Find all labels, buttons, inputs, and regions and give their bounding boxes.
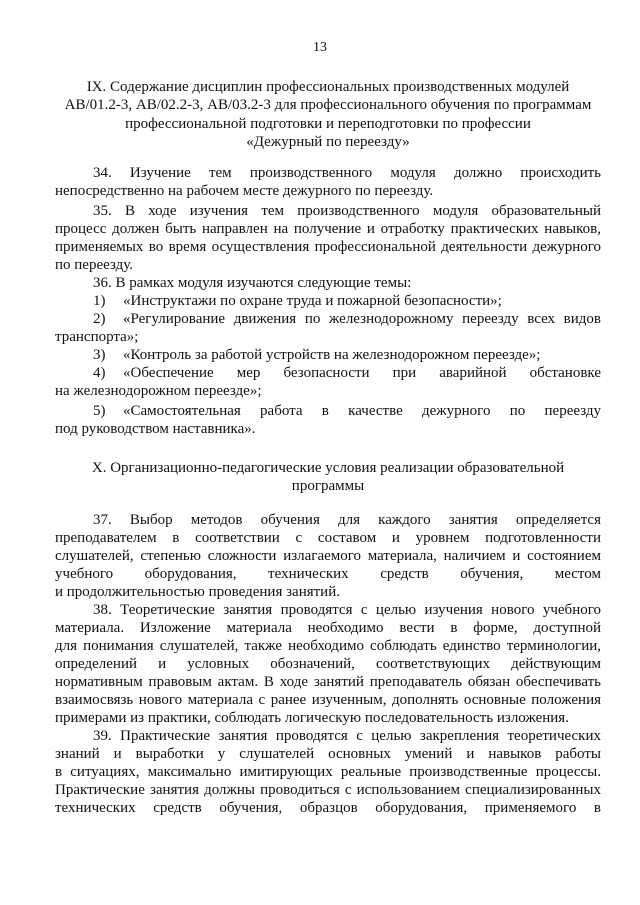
topic-number: 5) [93, 403, 106, 419]
topic-text: «Самостоятельная работа в качестве дежурного по переезду [123, 403, 601, 419]
topic-item-5 [93, 402, 601, 420]
paragraph-37-line: 37. Выбор методов обучения для каждого занятия определяется [93, 512, 601, 528]
heading-line: «Дежурный по переезду» [246, 134, 410, 151]
paragraph-38-line: для понимания слушателей, также необходимо соблюдать единство терминологии, [55, 638, 601, 654]
topic-item-2 [93, 310, 601, 328]
paragraph-39-line: в ситуациях, максимально имитирующих реальные производственные процессы. [55, 764, 601, 780]
heading-line: X. Организационно-педагогические условия реализации образовательной [91, 460, 565, 476]
paragraph-39-line: технических средств обучения, образцов оборудования, применяемого в [55, 800, 601, 816]
topic-number: 3) [93, 347, 106, 363]
topic-text: «Инструктажи по охране труда и пожарной безопасности»; [123, 293, 502, 309]
heading-line: IX. Содержание дисциплин профессиональных производственных модулей [86, 79, 570, 95]
paragraph-34-line: непосредственно на рабочем месте дежурного по переезду. [55, 183, 434, 199]
section-9-heading [52, 78, 604, 152]
topic-item-4 [93, 364, 601, 382]
paragraph-35-line: 35. В ходе изучения тем производственного модуля образовательный [93, 203, 601, 219]
heading-line: АВ/01.2-3, АВ/02.2-3, АВ/03.2-3 для профессионального обучения по программам [64, 97, 592, 114]
section-10-heading [52, 459, 604, 496]
paragraph-37-line: слушателей, степенью сложности излагаемого материала, наличием и состоянием [55, 548, 601, 564]
topic-number: 1) [93, 293, 106, 309]
paragraph-38-line: материала. Изложение материала необходимо вести в форме, доступной [55, 620, 601, 636]
paragraph-38-line: 38. Теоретические занятия проводятся с целью изучения нового учебного [93, 602, 601, 618]
paragraph-38-line: примерами из практики, соблюдать логическую последовательность изложения. [55, 710, 569, 726]
topic-item-1 [93, 292, 601, 310]
heading-line: программы [291, 478, 365, 495]
paragraph-37-line: преподавателем в соответствии с составом и уровнем подготовленности [55, 530, 601, 546]
paragraph-38-line: нормативным правовым актам. В ходе занятий преподаватель обязан обеспечивать [55, 674, 601, 690]
paragraph-36-line: 36. В рамках модуля изучаются следующие темы: [93, 275, 412, 291]
paragraph-39-line: Практические занятия должны проводиться с использованием специализированных [55, 782, 601, 798]
topic-continuation: на железнодорожном переезде»; [55, 383, 262, 399]
paragraph-35-line: процесс должен быть направлен на получение и отработку практических навыков, [55, 221, 601, 237]
topic-continuation: под руководством наставника». [55, 421, 256, 437]
topic-number: 2) [93, 311, 106, 327]
page-number: 13 [313, 40, 327, 55]
paragraph-37-line: и продолжительностью проведения занятий. [55, 584, 340, 600]
paragraph-37-line: учебного оборудования, технических средств обучения, местом [55, 566, 601, 582]
topic-text: «Регулирование движения по железнодорожному переезду всех видов [123, 311, 601, 327]
paragraph-34-line: 34. Изучение тем производственного модуля должно происходить [93, 165, 601, 181]
paragraph-38-line: определений и условных обозначений, соответствующих действующим [55, 656, 601, 672]
paragraph-39-line: знаний и выработки у слушателей основных умений и навыков работы [55, 746, 601, 762]
topic-continuation: транспорта»; [55, 329, 139, 345]
paragraph-38-line: взаимосвязь нового материала с ранее изученным, дополнять основные положения [55, 692, 601, 708]
paragraph-35-line: по переезду. [55, 257, 133, 273]
topic-text: «Обеспечение мер безопасности при аварийной обстановке [123, 365, 601, 381]
topic-number: 4) [93, 365, 106, 381]
paragraph-39-line: 39. Практические занятия проводятся с целью закрепления теоретических [93, 728, 601, 744]
paragraph-35-line: применяемых во время осуществления профессиональной деятельности дежурного [55, 239, 601, 255]
heading-line: профессиональной подготовки и переподготовки по профессии [125, 115, 531, 132]
topic-text: «Контроль за работой устройств на железнодорожном переезде»; [123, 347, 541, 363]
topic-item-3 [93, 346, 601, 364]
